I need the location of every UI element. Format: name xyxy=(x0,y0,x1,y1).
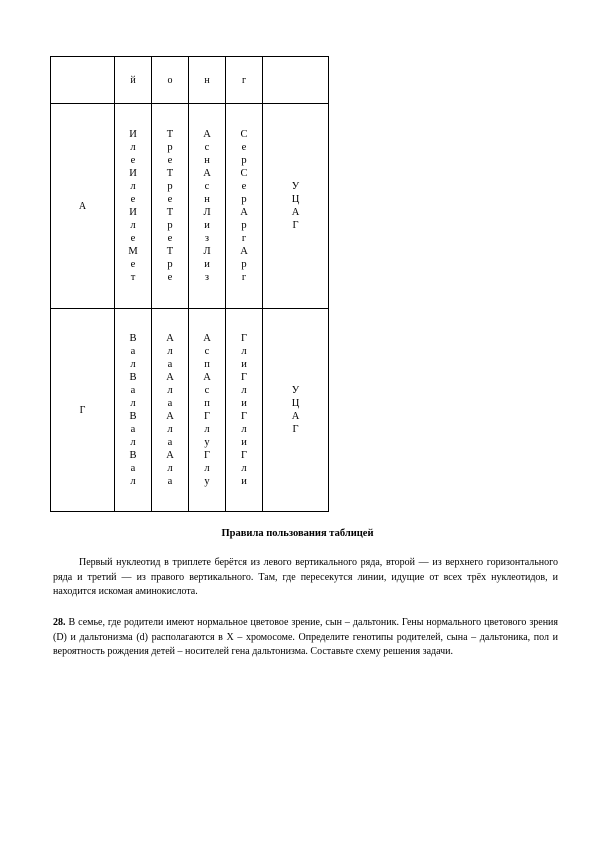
stack-letter: л xyxy=(130,142,136,153)
stack-letter: а xyxy=(130,463,136,474)
stack-letter: з xyxy=(204,272,210,283)
stack-letter: М xyxy=(128,246,138,257)
stack-letter: р xyxy=(241,259,247,270)
rules-paragraph: Первый нуклеотид в триплете берётся из левого вертикального ряда, второй — из верхнего горизонтального ряда и третий — из правого вертикального. Там, где пересекутся линии, идущие от всех трёх нуклеотидов, и находится искомая аминокислота. xyxy=(53,557,558,597)
stack-letter: Г xyxy=(203,411,211,422)
stack-letter: А xyxy=(291,411,300,422)
amino-acid-cell xyxy=(152,104,189,309)
stack-letter: а xyxy=(130,424,136,435)
table-header-row xyxy=(51,57,329,104)
stack-letter: л xyxy=(241,424,247,435)
stack-letter: Г xyxy=(240,411,248,422)
stack-letter: и xyxy=(241,359,247,370)
stack-letter: н xyxy=(204,155,210,166)
third-nucleotide-stack xyxy=(263,384,328,436)
task-number: 28. xyxy=(53,617,66,628)
amino-acid-cell xyxy=(115,104,152,309)
stack-letter: а xyxy=(167,359,173,370)
stack-letter: г xyxy=(241,272,247,283)
stack-letter: л xyxy=(241,463,247,474)
header-cell-4: г xyxy=(226,57,263,104)
stack-letter: л xyxy=(167,385,173,396)
stack-letter: В xyxy=(129,411,137,422)
stack-letter: Г xyxy=(292,424,299,435)
stack-letter: е xyxy=(167,155,173,166)
stack-letter: г xyxy=(241,233,247,244)
stack-letter: а xyxy=(167,476,173,487)
stack-letter: Т xyxy=(166,129,174,140)
header-cell-3: н xyxy=(189,57,226,104)
stack-letter: И xyxy=(129,129,137,140)
amino-acid-cell xyxy=(152,309,189,512)
stack-letter: И xyxy=(129,207,137,218)
third-nucleotide-cell xyxy=(263,104,329,309)
amino-acid-stack xyxy=(115,332,151,488)
amino-acid-stack xyxy=(189,128,225,284)
stack-letter: А xyxy=(203,168,211,179)
stack-letter: з xyxy=(204,233,210,244)
amino-acid-cell xyxy=(189,309,226,512)
stack-letter: р xyxy=(241,220,247,231)
amino-acid-stack xyxy=(152,332,188,488)
amino-acid-stack xyxy=(115,128,151,284)
stack-letter: а xyxy=(167,398,173,409)
amino-acid-cell xyxy=(189,104,226,309)
stack-letter: л xyxy=(204,463,210,474)
table-row-a xyxy=(51,104,329,309)
table-row-g xyxy=(51,309,329,512)
stack-letter: у xyxy=(204,437,210,448)
amino-acid-stack xyxy=(189,332,225,488)
stack-letter: и xyxy=(241,398,247,409)
stack-letter: Ц xyxy=(291,398,300,409)
stack-letter: е xyxy=(130,155,136,166)
stack-letter: А xyxy=(240,246,248,257)
stack-letter: п xyxy=(204,398,210,409)
stack-letter: л xyxy=(204,424,210,435)
stack-letter: Г xyxy=(240,333,248,344)
stack-letter: В xyxy=(129,372,137,383)
task-paragraph xyxy=(53,616,558,660)
stack-letter: с xyxy=(204,181,210,192)
stack-letter: а xyxy=(130,385,136,396)
third-nucleotide-cell xyxy=(263,309,329,512)
amino-acid-cell xyxy=(226,309,263,512)
genetic-code-table xyxy=(50,56,329,512)
stack-letter: А xyxy=(203,372,211,383)
stack-letter: У xyxy=(291,385,300,396)
stack-letter: р xyxy=(167,181,173,192)
stack-letter: Ц xyxy=(291,194,300,205)
stack-letter: р xyxy=(167,142,173,153)
stack-letter: л xyxy=(167,463,173,474)
stack-letter: р xyxy=(167,220,173,231)
amino-acid-stack xyxy=(226,128,262,284)
stack-letter: е xyxy=(167,194,173,205)
stack-letter: А xyxy=(166,411,174,422)
stack-letter: Л xyxy=(203,207,211,218)
stack-letter: е xyxy=(241,181,247,192)
stack-letter: р xyxy=(241,155,247,166)
stack-letter: Г xyxy=(203,450,211,461)
third-nucleotide-stack xyxy=(263,180,328,232)
stack-letter: У xyxy=(291,181,300,192)
stack-letter: С xyxy=(240,168,248,179)
first-nucleotide-label: А xyxy=(51,104,115,309)
stack-letter: е xyxy=(130,259,136,270)
amino-acid-cell xyxy=(115,309,152,512)
stack-letter: Г xyxy=(240,450,248,461)
stack-letter: Г xyxy=(292,220,299,231)
header-cell-1: й xyxy=(115,57,152,104)
stack-letter: л xyxy=(130,398,136,409)
stack-letter: у xyxy=(204,476,210,487)
stack-letter: р xyxy=(167,259,173,270)
stack-letter: л xyxy=(130,181,136,192)
stack-letter: А xyxy=(291,207,300,218)
header-cell-2: о xyxy=(152,57,189,104)
stack-letter: Г xyxy=(240,372,248,383)
stack-letter: л xyxy=(130,359,136,370)
stack-letter: н xyxy=(204,194,210,205)
stack-letter: Т xyxy=(166,246,174,257)
stack-letter: е xyxy=(241,142,247,153)
stack-letter: и xyxy=(241,476,247,487)
stack-letter: л xyxy=(241,346,247,357)
stack-letter: А xyxy=(166,450,174,461)
stack-letter: л xyxy=(130,220,136,231)
amino-acid-stack xyxy=(152,128,188,284)
stack-letter: с xyxy=(204,385,210,396)
stack-letter: Т xyxy=(166,168,174,179)
stack-letter: И xyxy=(129,168,137,179)
task-text: В семье, где родители имеют нормальное цветовое зрение, сын – дальтоник. Гены нормального цветового зрения (D) и дальтонизма (d) располагаются в Х – хромосоме. Определите генотипы родителей, сына – дальтоника, пол и вероятность рождения детей – носителей гена дальтонизма. Составьте схему решения задачи. xyxy=(53,617,559,657)
header-cell-0 xyxy=(51,57,115,104)
stack-letter: т xyxy=(130,272,136,283)
stack-letter: л xyxy=(130,437,136,448)
stack-letter: В xyxy=(129,333,137,344)
stack-letter: е xyxy=(130,233,136,244)
stack-letter: с xyxy=(204,142,210,153)
stack-letter: а xyxy=(130,346,136,357)
stack-letter: Т xyxy=(166,207,174,218)
stack-letter: А xyxy=(203,333,211,344)
stack-letter: и xyxy=(204,220,210,231)
first-nucleotide-label: Г xyxy=(51,309,115,512)
rules-title: Правила пользования таблицей xyxy=(221,528,374,539)
amino-acid-cell xyxy=(226,104,263,309)
stack-letter: А xyxy=(240,207,248,218)
stack-letter: л xyxy=(167,346,173,357)
stack-letter: л xyxy=(241,385,247,396)
stack-letter: А xyxy=(166,372,174,383)
stack-letter: р xyxy=(241,194,247,205)
amino-acid-stack xyxy=(226,332,262,488)
header-cell-5 xyxy=(263,57,329,104)
stack-letter: А xyxy=(203,129,211,140)
stack-letter: е xyxy=(167,272,173,283)
stack-letter: с xyxy=(204,346,210,357)
stack-letter: е xyxy=(130,194,136,205)
stack-letter: и xyxy=(204,259,210,270)
stack-letter: п xyxy=(204,359,210,370)
stack-letter: В xyxy=(129,450,137,461)
stack-letter: а xyxy=(167,437,173,448)
stack-letter: С xyxy=(240,129,248,140)
stack-letter: л xyxy=(167,424,173,435)
stack-letter: Л xyxy=(203,246,211,257)
stack-letter: л xyxy=(130,476,136,487)
stack-letter: А xyxy=(166,333,174,344)
stack-letter: и xyxy=(241,437,247,448)
stack-letter: е xyxy=(167,233,173,244)
